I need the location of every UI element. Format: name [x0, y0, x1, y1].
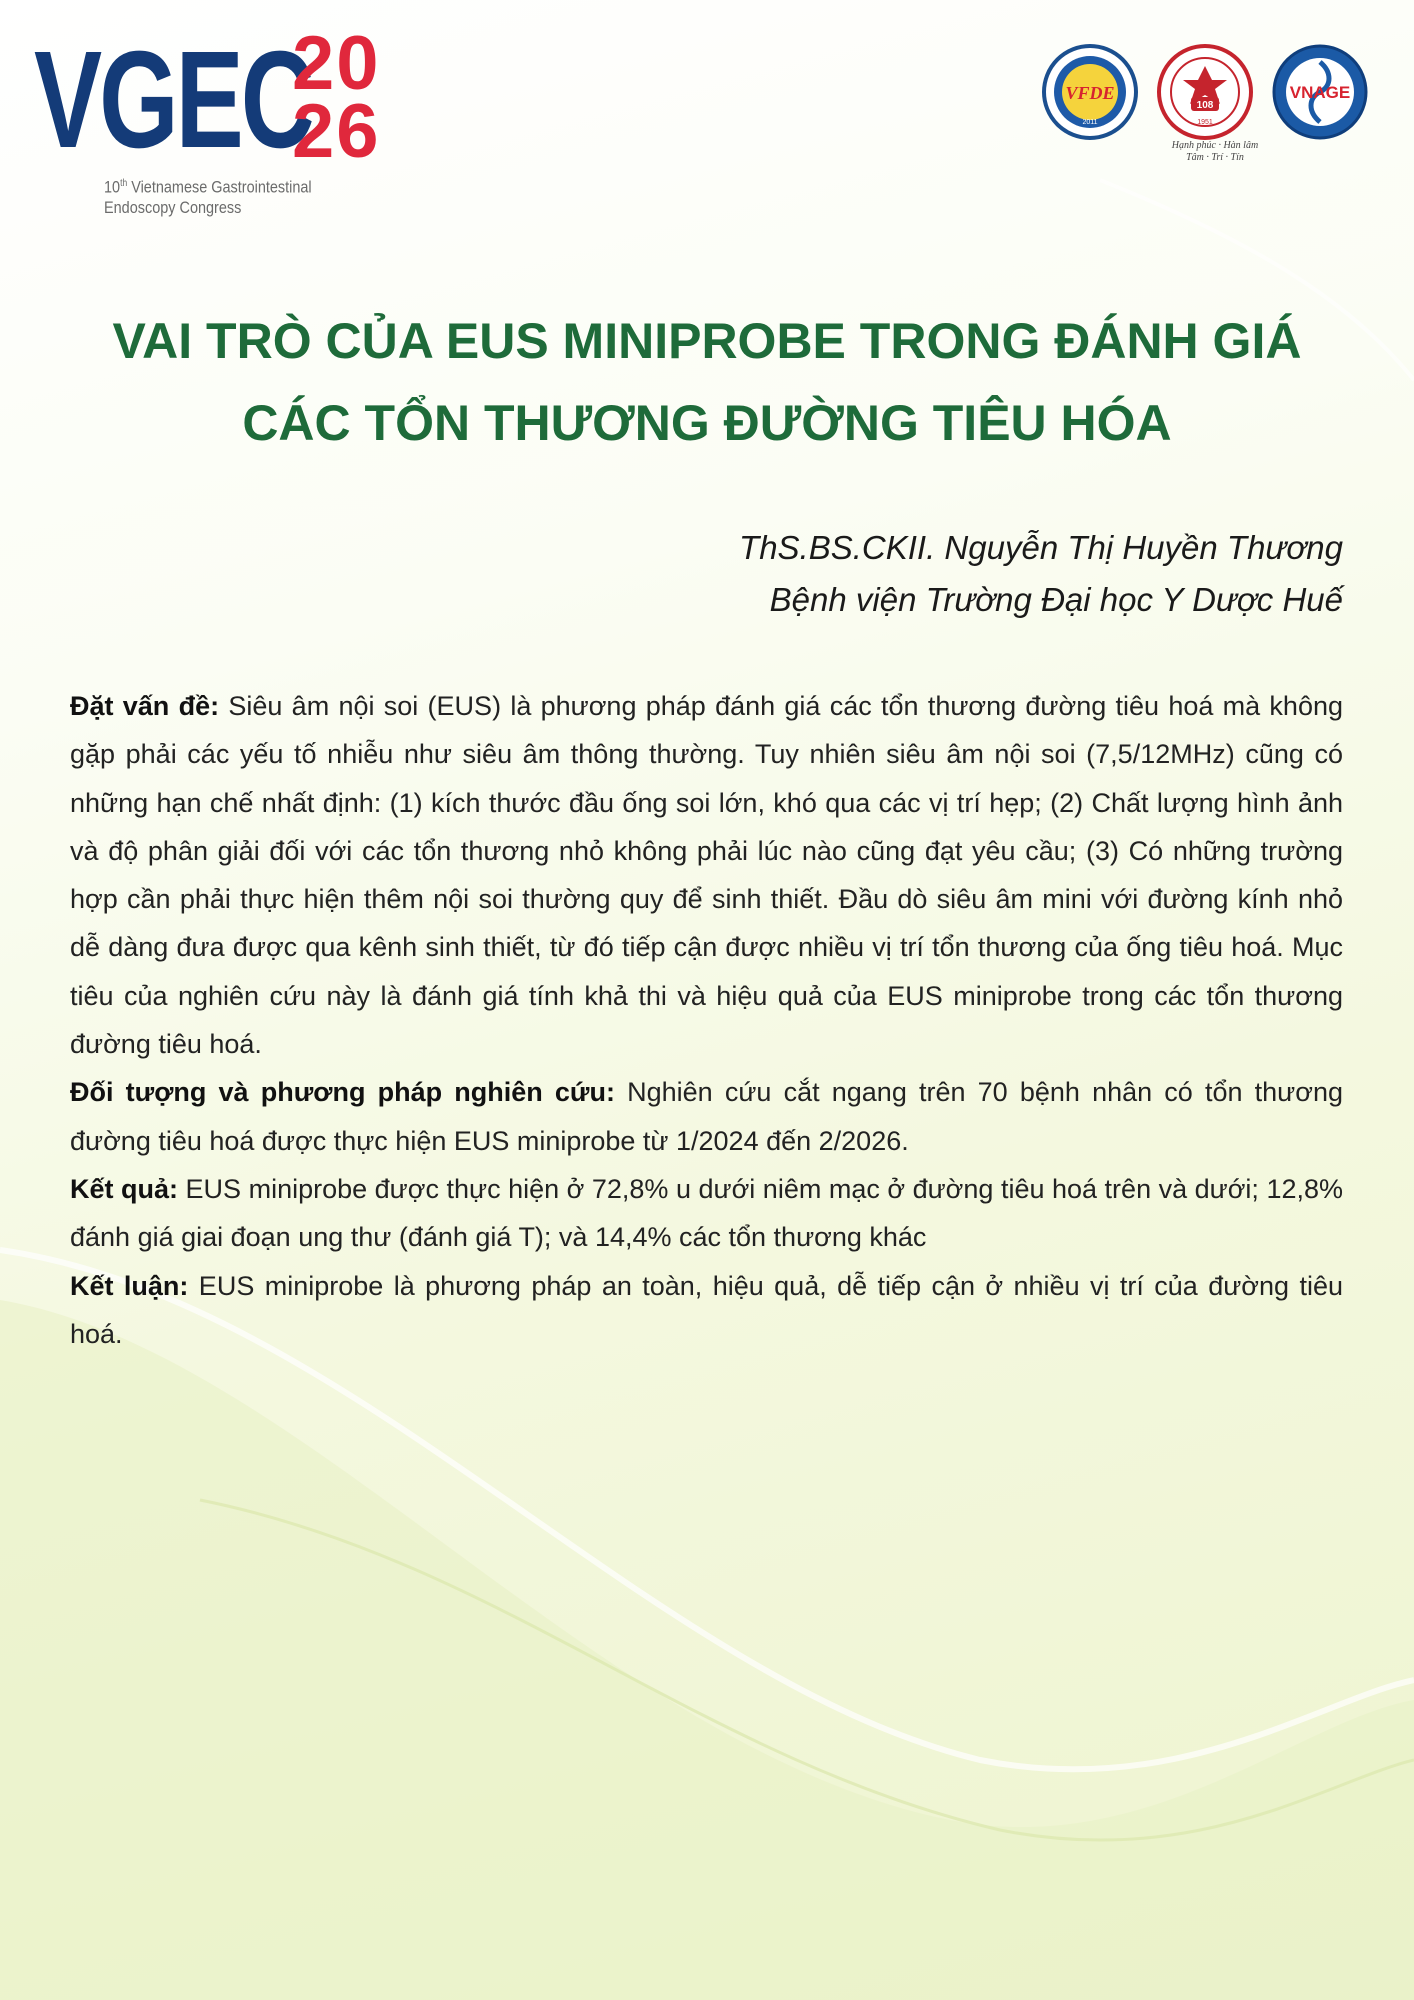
- author-block: [600, 522, 1343, 626]
- motto-line1: Hạnh phúc · Hàn lâm: [1171, 140, 1259, 151]
- section-label: Kết luận:: [70, 1270, 189, 1301]
- abstract-body: [70, 682, 1343, 1358]
- hospital-108-label: 108: [1196, 100, 1214, 111]
- vfde-label: VFDE: [1065, 83, 1115, 103]
- title-line-2: CÁC TỔN THƯƠNG ĐƯỜNG TIÊU HÓA: [242, 395, 1172, 451]
- section-label: Kết quả:: [70, 1173, 179, 1204]
- hospital-108-year: 1951: [1197, 119, 1213, 126]
- hospital-108-motto: [1150, 140, 1280, 164]
- congress-ordinal: 10: [104, 177, 121, 197]
- author-affiliation: Bệnh viện Trường Đại học Y Dược Huế: [769, 581, 1343, 618]
- abstract-paragraph-results: [70, 1165, 1343, 1262]
- section-label: Đối tượng và phương pháp nghiên cứu:: [70, 1077, 615, 1108]
- section-text: EUS miniprobe là phương pháp an toàn, hiệu quả, dễ tiếp cận ở nhiều vị trí của đường tiêu hoá.: [70, 1270, 1343, 1349]
- abstract-paragraph-background: [70, 682, 1343, 1068]
- vgec-2026-logo: [34, 21, 414, 220]
- page-title: [40, 300, 1374, 464]
- section-text: Nghiên cứu cắt ngang trên 70 bệnh nhân có tổn thương đường tiêu hoá được thực hiện EUS miniprobe từ 1/2024 đến 2/2026.: [70, 1077, 1343, 1156]
- vfde-year: 2011: [1082, 119, 1098, 126]
- section-label: Đặt vấn đề:: [70, 691, 220, 721]
- congress-name: [104, 174, 325, 218]
- logo-letters: VGEC: [34, 23, 312, 177]
- partner-logos: [1040, 42, 1370, 172]
- motto-line2: Tâm · Trí · Tín: [1186, 152, 1244, 163]
- vfde-badge-icon: [1040, 42, 1140, 142]
- hospital-108-badge-icon: [1155, 42, 1255, 142]
- title-line-1: VAI TRÒ CỦA EUS MINIPROBE TRONG ĐÁNH GIÁ: [112, 313, 1302, 369]
- vnage-badge-icon: [1270, 42, 1370, 142]
- logo-year: 20 26: [292, 21, 381, 174]
- author-name: ThS.BS.CKII. Nguyễn Thị Huyền Thương: [739, 529, 1343, 566]
- vnage-label: VNAGE: [1289, 83, 1351, 102]
- section-text: Siêu âm nội soi (EUS) là phương pháp đánh giá các tổn thương đường tiêu hoá mà không gặp phải các yếu tố nhiễu như siêu âm thông thường. Tuy nhiên siêu âm nội soi (7,5/12MHz) cũng có những hạn chế nhất định: (1) kích thước đầu ống soi lớn, khó qua các vị trí hẹp; (2) Chất lượng hình ảnh và độ phân giải đối với các tổn thương nhỏ không phải lúc nào cũng đạt yêu cầu; (3) Có những trường hợp cần phải thực hiện thêm nội soi thường quy để sinh thiết. Đầu dò siêu âm mini với đường kính nhỏ dễ dàng đưa được qua kênh sinh thiết, từ đó tiếp cận được nhiều vị trí tổn thương của ống tiêu hoá. Mục tiêu của nghiên cứu này là đánh giá tính khả thi và hiệu quả của EUS miniprobe trong các tổn thương đường tiêu hoá.: [70, 691, 1343, 1060]
- abstract-paragraph-methods: [70, 1068, 1343, 1165]
- abstract-paragraph-conclusion: [70, 1262, 1343, 1359]
- section-text: EUS miniprobe được thực hiện ở 72,8% u dưới niêm mạc ở đường tiêu hoá trên và dưới; 12,8% đánh giá giai đoạn ung thư (đánh giá T); và 14,4% các tổn thương khác: [70, 1173, 1344, 1253]
- congress-name-line1: Vietnamese Gastrointestinal: [127, 177, 312, 197]
- congress-ordinal-suffix: th: [120, 178, 128, 189]
- congress-name-line2: Endoscopy Congress: [104, 197, 242, 217]
